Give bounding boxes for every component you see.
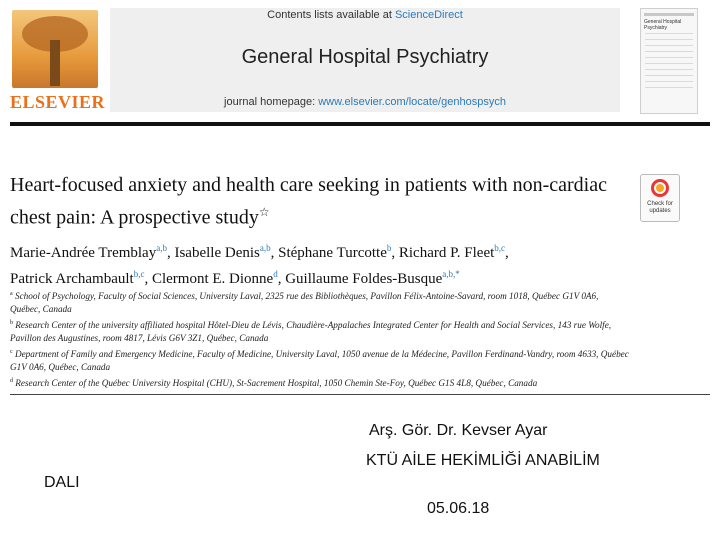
header-divider (10, 122, 710, 126)
publisher-logo-text: ELSEVIER (10, 92, 106, 112)
title-line-2: chest pain: A prospective study (10, 206, 259, 229)
affiliation-item (10, 288, 630, 317)
cover-title: General Hospital Psychiatry (644, 19, 682, 31)
affiliation-list (10, 288, 630, 390)
author-name[interactable]: Marie-Andrée Tremblay (10, 245, 157, 261)
affiliation-mark: d (10, 377, 13, 384)
affiliation-text: Research Center of the Québec University Hospital (CHU), St-Sacrement Hospital, 1050 Chemin Ste-Foy, Québec G1S 4L8, Québec, Canada (15, 377, 538, 388)
author-name[interactable]: Patrick Archambault (10, 271, 134, 287)
affiliation-text: Research Center of the university affiliated hospital Hôtel-Dieu de Lévis, Chaudière-Appalaches Integrated Center for Health and Social Services, 143 rue Wolfe, Pavillon des Augustines, room 4817, Lévis G6V 3Z1, Québec, Canada (10, 319, 612, 344)
title-footnote-mark: ☆ (258, 205, 270, 219)
affiliation-item (10, 317, 630, 346)
author-name[interactable]: Clermont E. Dionne (151, 271, 274, 287)
author-affiliation-mark[interactable]: a,b (259, 243, 271, 253)
journal-title: General Hospital Psychiatry (241, 46, 489, 68)
department-name-continued: DALI (44, 474, 80, 491)
affiliation-item (10, 346, 630, 375)
author-name[interactable]: Guillaume Foldes-Busque (285, 271, 443, 287)
affiliation-mark: a (10, 291, 13, 297)
check-for-updates-badge[interactable] (640, 174, 680, 222)
affiliation-item (10, 375, 630, 390)
affiliation-text: Department of Family and Emergency Medicine, Faculty of Medicine, University Laval, 1050 avenue de la Médecine, Pavillon Ferdinand-Vandry, room 4633, Québec G1V 0A6, Québec, Canada (10, 348, 629, 373)
elsevier-logo-tree (12, 10, 98, 88)
author-name[interactable]: Richard P. Fleet (398, 245, 495, 261)
presentation-date: 05.06.18 (427, 500, 490, 517)
author-affiliation-mark[interactable]: b,c (494, 243, 506, 253)
sciencedirect-link[interactable]: ScienceDirect (394, 9, 463, 21)
author-affiliation-mark[interactable]: a,b (156, 243, 167, 253)
author-affiliation-mark[interactable]: a,b,* (442, 269, 460, 279)
contents-line (110, 9, 620, 21)
affiliation-text: School of Psychology, Faculty of Social Sciences, University Laval, 2325 rue des Bibliothèques, Pavillon Félix-Antoine-Savard, room 1018, Québec G1V 0A6, Québec, Canada (10, 291, 599, 315)
author-affiliation-mark[interactable]: b (386, 243, 392, 253)
journal-homepage-line (110, 96, 620, 108)
homepage-link[interactable]: www.elsevier.com/locate/genhospsych (318, 96, 506, 108)
department-name: KTÜ AİLE HEKİMLİĞİ ANABİLİM (366, 452, 600, 469)
check-updates-label: Check for updates (647, 201, 673, 214)
affiliation-mark: b (10, 319, 13, 326)
homepage-prefix: journal homepage: (224, 96, 319, 108)
contents-prefix: Contents lists available at (267, 9, 395, 21)
author-list: Marie-Andrée Tremblay$^{a,b}$, Isabelle Denis$^{a,b}$, Stéphane Turcotte$^b$, Richard P. Fleet$^{b,c}$, Patrick Archambault$^{b,c}$, Clermont E. Dionne$^d$, Guillaume Foldes-Busque$^{a,b,*}$ (10, 243, 509, 287)
article-title (10, 172, 630, 232)
presenter-name: Arş. Gör. Dr. Kevser Ayar (369, 422, 548, 439)
affiliation-divider (10, 394, 710, 395)
author-affiliation-mark[interactable]: d (273, 269, 278, 279)
author-name[interactable]: Isabelle Denis (174, 245, 260, 261)
author-name[interactable]: Stéphane Turcotte (278, 245, 387, 261)
author-affiliation-mark[interactable]: b,c (133, 269, 145, 279)
title-line-1: Heart-focused anxiety and health care seeking in patients with non-cardiac (10, 174, 607, 196)
journal-cover-thumbnail (640, 8, 698, 114)
affiliation-mark: c (10, 348, 13, 355)
